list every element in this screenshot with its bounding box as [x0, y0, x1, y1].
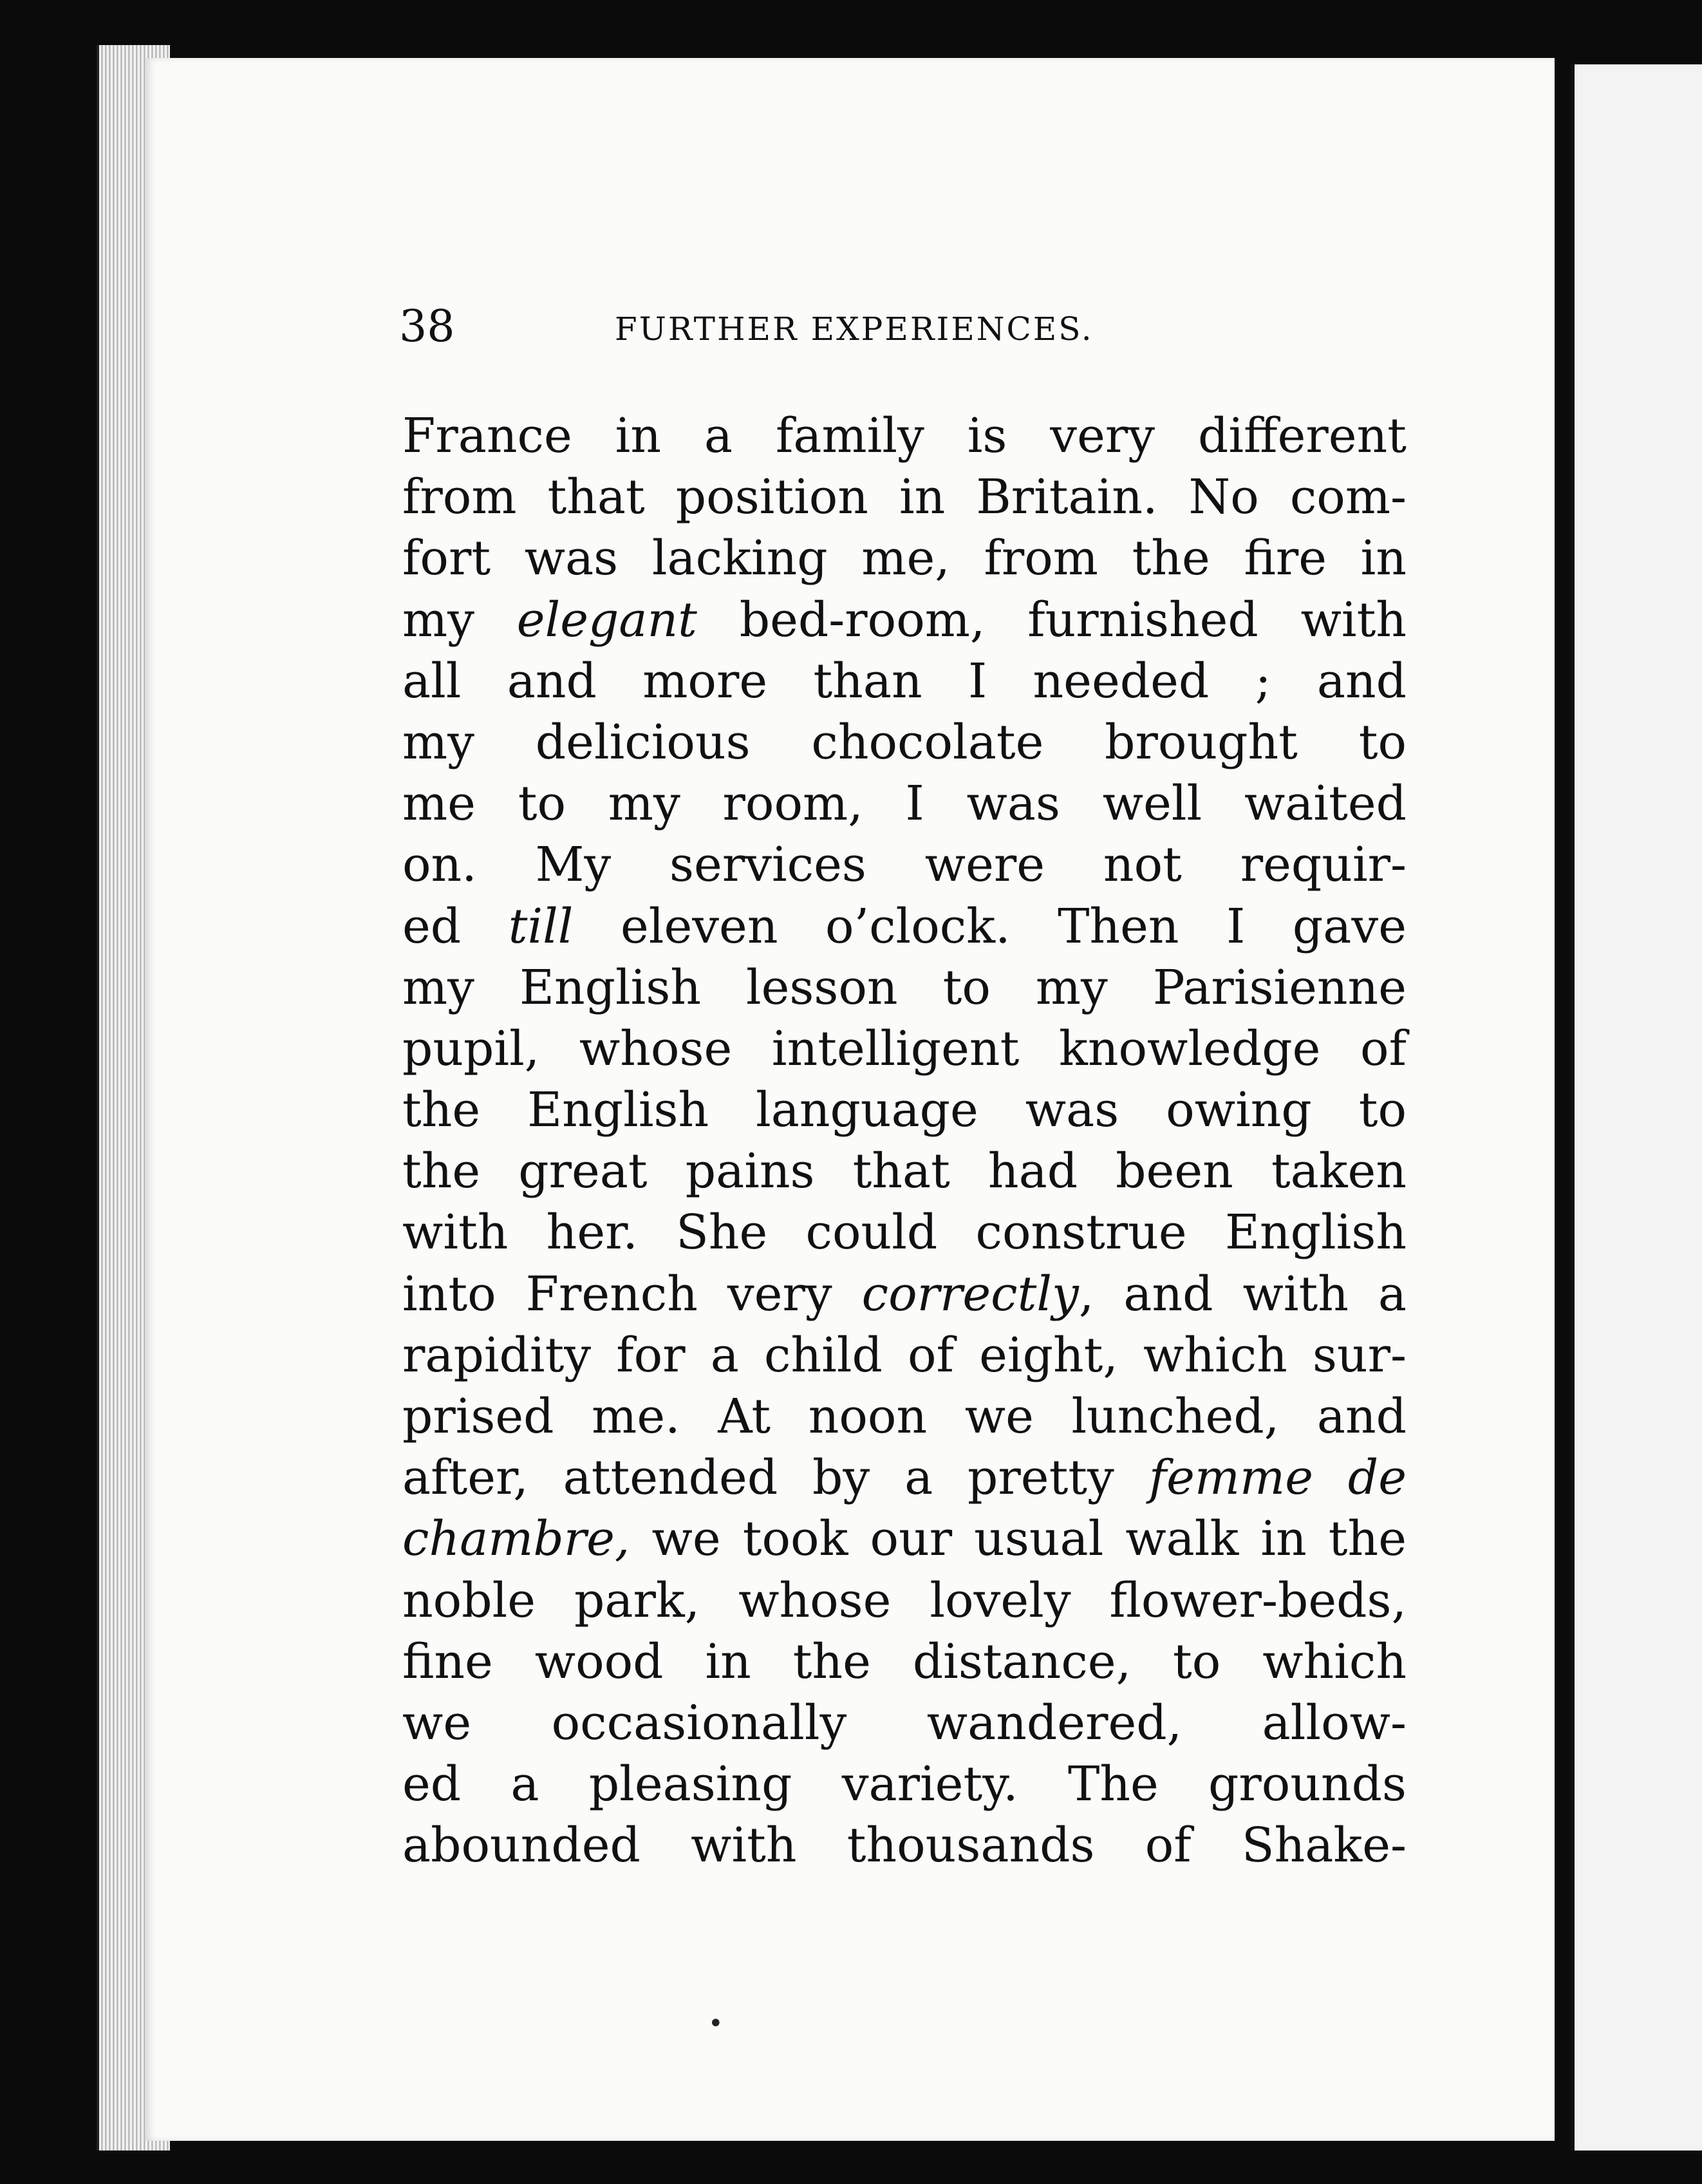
facing-page-edge	[1571, 64, 1702, 2151]
text-segment: pupil, whose intelligent knowledge of	[402, 1021, 1407, 1077]
text-line	[402, 1019, 1407, 1080]
text-segment: all and more than I needed ; and	[402, 653, 1407, 709]
text-segment: bed-room, furnished with	[697, 592, 1407, 648]
text-line	[402, 406, 1407, 467]
text-segment: rapidity for a child of eight, which sur-	[402, 1327, 1407, 1383]
text-line	[402, 1632, 1407, 1693]
text-line	[402, 1447, 1407, 1509]
italic-segment: chambre,	[402, 1511, 630, 1567]
text-segment: the great pains that had been taken	[402, 1144, 1407, 1200]
text-segment: after, attended by a pretty	[402, 1450, 1149, 1506]
text-segment: fort was lacking me, from the fire in	[402, 531, 1407, 587]
text-line	[402, 1693, 1407, 1754]
text-segment: , and with a	[1078, 1266, 1407, 1322]
text-segment: with her. She could construe English	[402, 1205, 1407, 1261]
text-segment: ed a pleasing variety. The grounds	[402, 1756, 1407, 1812]
text-line	[402, 1815, 1407, 1876]
text-line	[402, 1264, 1407, 1325]
text-line	[402, 957, 1407, 1019]
text-segment: abounded with thousands of Shake-	[402, 1818, 1407, 1874]
text-line	[402, 1141, 1407, 1202]
italic-segment: femme de	[1148, 1450, 1407, 1506]
italic-segment: elegant	[516, 592, 697, 648]
text-segment: noble park, whose lovely flower-beds,	[402, 1572, 1407, 1628]
page-number: 38	[399, 301, 455, 352]
text-line	[402, 1509, 1407, 1570]
text-segment: into French very	[402, 1266, 862, 1322]
running-head: FURTHER EXPERIENCES.	[615, 310, 1094, 348]
text-segment: fine wood in the distance, to which	[402, 1633, 1407, 1690]
text-line	[402, 651, 1407, 712]
text-segment: my	[402, 592, 517, 648]
italic-segment: correctly	[861, 1266, 1079, 1322]
text-line	[402, 1570, 1407, 1632]
ink-speck: •	[708, 2009, 724, 2038]
text-line	[402, 590, 1407, 651]
text-line	[402, 773, 1407, 834]
text-line	[402, 712, 1407, 773]
text-line	[402, 1754, 1407, 1815]
text-segment: from that position in Britain. No com-	[402, 469, 1407, 525]
text-segment: we took our usual walk in the	[630, 1511, 1407, 1567]
text-segment: France in a family is very different	[402, 408, 1407, 464]
text-segment: my delicious chocolate brought to	[402, 714, 1407, 770]
body-text	[402, 406, 1407, 1877]
text-line	[402, 1202, 1407, 1263]
text-segment: the English language was owing to	[402, 1082, 1407, 1138]
text-segment: eleven o’clock. Then I gave	[573, 898, 1407, 954]
italic-segment: till	[508, 898, 574, 954]
text-line	[402, 1325, 1407, 1386]
text-line	[402, 834, 1407, 896]
page-header	[399, 301, 1197, 353]
text-segment: on. My services were not requir-	[402, 837, 1407, 893]
text-line	[402, 896, 1407, 957]
text-segment: we occasionally wandered, allow-	[402, 1695, 1407, 1751]
text-line	[402, 1386, 1407, 1447]
text-line	[402, 1080, 1407, 1141]
text-segment: prised me. At noon we lunched, and	[402, 1389, 1407, 1444]
text-segment: ed	[402, 898, 509, 954]
text-segment: me to my room, I was well waited	[402, 776, 1407, 832]
text-segment: my English lesson to my Parisienne	[402, 959, 1407, 1015]
text-line	[402, 467, 1407, 528]
text-line	[402, 528, 1407, 589]
